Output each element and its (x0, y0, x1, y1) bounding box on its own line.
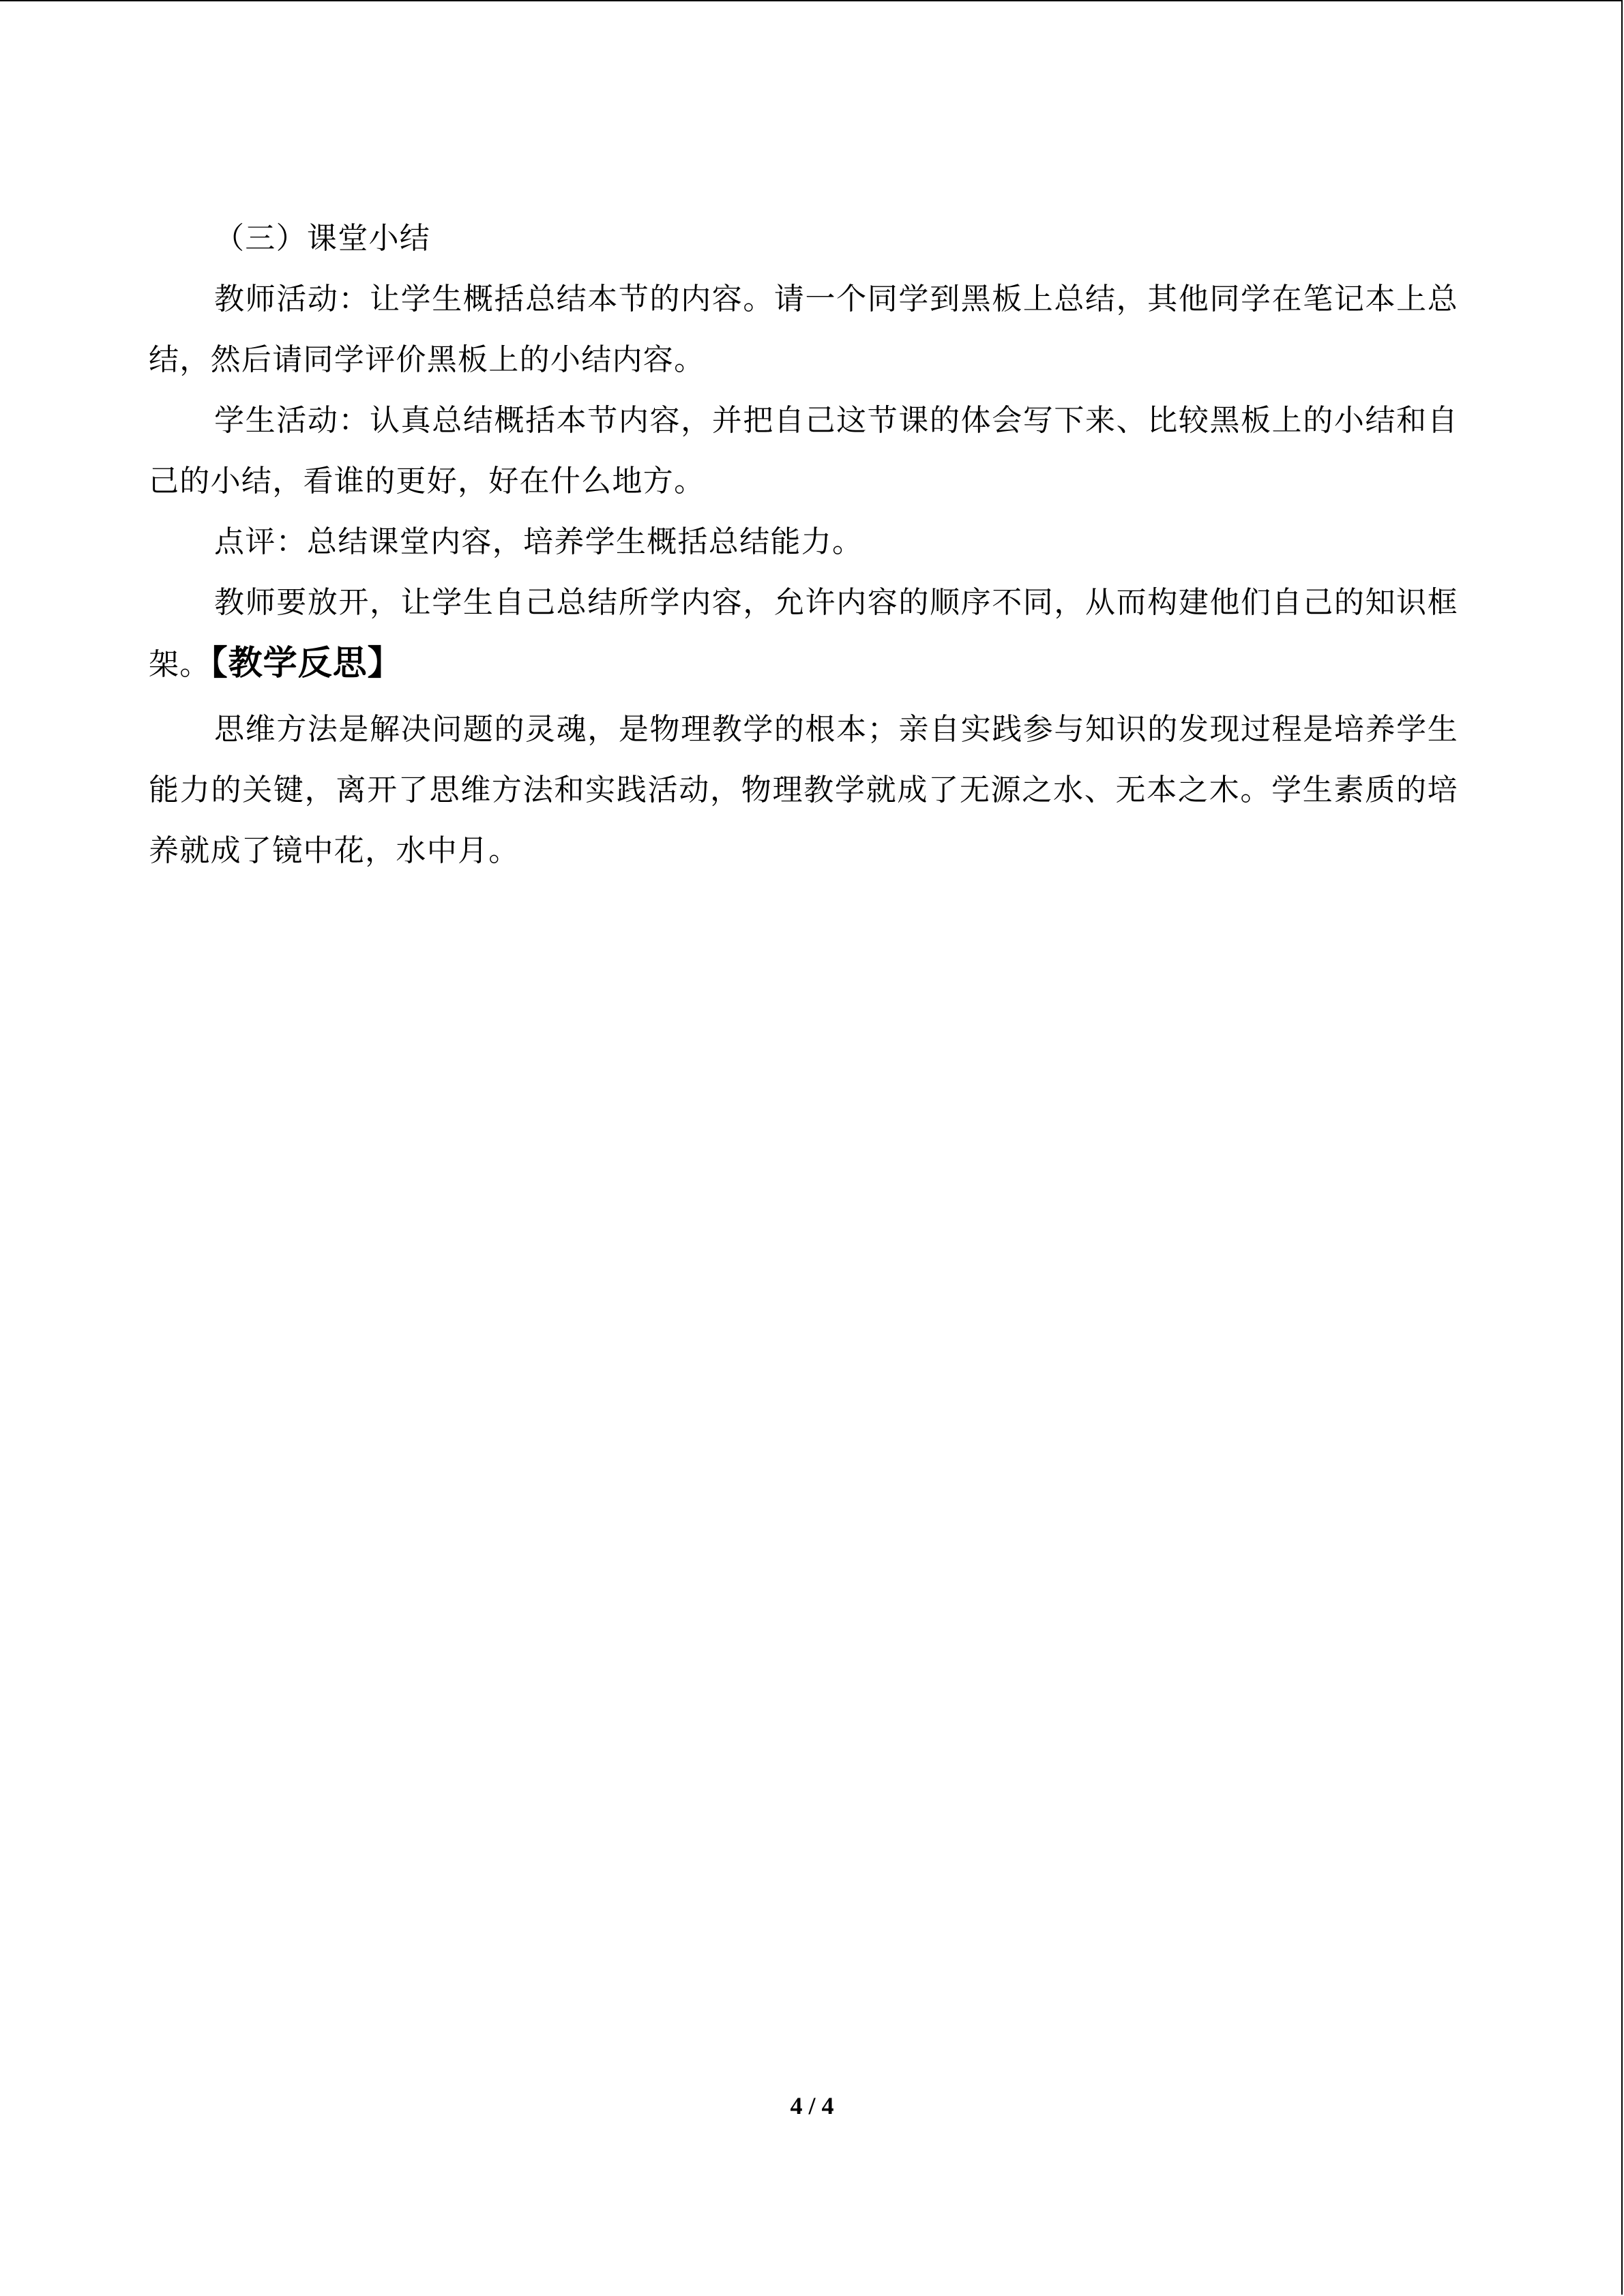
reflection-heading: 【教学反思】 (210, 643, 402, 683)
teacher-activity-paragraph: 教师活动：让学生概括总结本节的内容。请一个同学到黑板上总结，其他同学在笔记本上总结，然后请同学评价黑板上的小结内容。 (149, 282, 1458, 377)
comment-paragraph: 点评：总结课堂内容，培养学生概括总结能力。 (214, 524, 863, 559)
student-activity-paragraph: 学生活动：认真总结概括本节内容，并把自己这节课的体会写下来、比较黑板上的小结和自己的小结，看谁的更好，好在什么地方。 (149, 403, 1458, 498)
reflection-paragraph: 思维方法是解决问题的灵魂，是物理教学的根本；亲自实践参与知识的发现过程是培养学生能力的关键，离开了思维方法和实践活动，物理教学就成了无源之水、无本之木。学生素质的培养就成了镜中花，水中月。 (149, 712, 1458, 868)
page-number: 4 / 4 (790, 2092, 834, 2119)
teacher-note-text: 教师要放开，让学生自己总结所学内容，允许内容的顺序不同，从而构建他们自己的知识框架。 (149, 585, 1458, 682)
teacher-note-paragraph (149, 572, 1458, 695)
document-body (149, 208, 1458, 881)
section-heading: （三）课堂小结 (214, 221, 431, 256)
